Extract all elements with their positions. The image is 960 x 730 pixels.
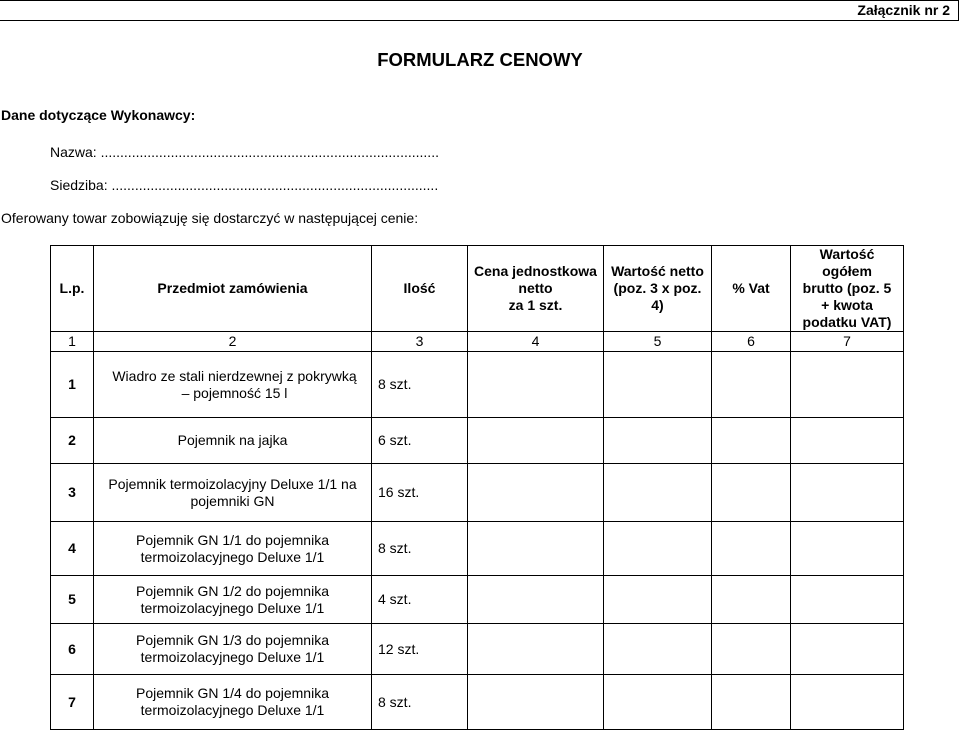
header-qty: Ilość [372,246,468,332]
net-value-cell[interactable] [604,418,712,464]
gross-value-cell[interactable] [791,352,904,418]
vat-cell[interactable] [712,464,791,522]
row-qty: 8 szt. [372,522,468,576]
vat-cell[interactable] [712,675,791,730]
unit-price-cell[interactable] [468,352,604,418]
header-gross-value [791,246,904,332]
table-row [51,352,904,418]
row-lp: 2 [51,418,94,464]
net-value-cell[interactable] [604,522,712,576]
header-subject: Przedmiot zamówienia [94,246,372,332]
row-lp: 6 [51,624,94,675]
vat-cell[interactable] [712,418,791,464]
unit-price-cell[interactable] [468,522,604,576]
table-row [51,624,904,675]
vat-cell[interactable] [712,352,791,418]
header-gross-value-line: brutto (poz. 5 [802,280,892,296]
gross-value-cell[interactable] [791,418,904,464]
header-net-value-line: (poz. 3 x poz. [613,280,702,296]
row-subject-line: termoizolacyjnego Deluxe 1/1 [140,649,325,665]
column-number-row [51,332,904,352]
row-subject [94,464,372,522]
net-value-cell[interactable] [604,576,712,624]
row-qty: 16 szt. [372,464,468,522]
row-lp: 7 [51,675,94,730]
row-lp: 3 [51,464,94,522]
row-subject [94,576,372,624]
column-number: 2 [94,332,372,352]
row-subject [94,624,372,675]
unit-price-cell[interactable] [468,464,604,522]
row-subject-line: Wiadro ze stali nierdzewnej z pokrywką [112,367,357,384]
table-row [51,675,904,730]
column-number: 5 [604,332,712,352]
row-subject-line: – pojemność 15 l [181,384,288,401]
header-row [51,246,904,332]
row-lp: 5 [51,576,94,624]
row-subject-line: termoizolacyjnego Deluxe 1/1 [140,548,325,565]
gross-value-cell[interactable] [791,576,904,624]
row-qty: 8 szt. [372,675,468,730]
net-value-cell[interactable] [604,675,712,730]
row-subject-line: Pojemnik GN 1/4 do pojemnika [136,685,329,701]
header-vat: % Vat [712,246,791,332]
row-qty: 12 szt. [372,624,468,675]
header-unit-price [468,246,604,332]
table-row [51,522,904,576]
contractor-name-line: Nazwa: ....................................................................................... [50,144,439,160]
header-net-value-line: Wartość netto [611,263,704,279]
header-unit-price-line: netto [518,280,553,296]
row-subject-line: Pojemnik GN 1/3 do pojemnika [136,632,329,648]
vat-cell[interactable] [712,522,791,576]
table-row [51,576,904,624]
unit-price-cell[interactable] [468,675,604,730]
header-gross-value-line: + kwota [821,297,873,313]
header-lp: L.p. [51,246,94,332]
row-subject [94,418,372,464]
gross-value-cell[interactable] [791,624,904,675]
price-table [50,245,904,730]
row-subject-line: Pojemnik GN 1/2 do pojemnika [136,582,329,599]
gross-value-cell[interactable] [791,675,904,730]
net-value-cell[interactable] [604,352,712,418]
unit-price-cell[interactable] [468,418,604,464]
attachment-label: Załącznik nr 2 [857,2,950,18]
unit-price-cell[interactable] [468,624,604,675]
header-gross-value-line: Wartość [819,246,875,262]
row-subject-line: termoizolacyjnego Deluxe 1/1 [140,599,325,616]
unit-price-cell[interactable] [468,576,604,624]
row-subject [94,352,372,418]
row-subject-line: termoizolacyjnego Deluxe 1/1 [140,702,325,718]
row-subject-line: Pojemnik na jajka [177,432,288,448]
vat-cell[interactable] [712,624,791,675]
column-number: 4 [468,332,604,352]
table-row [51,464,904,522]
net-value-cell[interactable] [604,464,712,522]
contractor-heading: Dane dotyczące Wykonawcy: [1,107,196,123]
header-unit-price-line: Cena jednostkowa [474,263,597,279]
contractor-seat-line: Siedziba: .................................................................................... [50,177,439,193]
row-subject-line: Pojemnik termoizolacyjny Deluxe 1/1 na [108,475,357,492]
vat-cell[interactable] [712,576,791,624]
table-row [51,418,904,464]
offer-text: Oferowany towar zobowiązuję się dostarczyć w następującej cenie: [1,210,419,226]
column-number: 1 [51,332,94,352]
row-lp: 1 [51,352,94,418]
row-subject-line: Pojemnik GN 1/1 do pojemnika [136,531,329,548]
row-qty: 6 szt. [372,418,468,464]
row-qty: 4 szt. [372,576,468,624]
header-gross-value-line: ogółem [822,263,872,279]
header-net-value-line: 4) [651,297,664,313]
header-unit-price-line: za 1 szt. [508,297,563,313]
net-value-cell[interactable] [604,624,712,675]
gross-value-cell[interactable] [791,522,904,576]
column-number: 6 [712,332,791,352]
row-subject [94,522,372,576]
column-number: 7 [791,332,904,352]
gross-value-cell[interactable] [791,464,904,522]
header-net-value [604,246,712,332]
column-number: 3 [372,332,468,352]
attachment-box [0,0,959,21]
row-qty: 8 szt. [372,352,468,418]
header-gross-value-line: podatku VAT) [802,314,892,330]
row-lp: 4 [51,522,94,576]
row-subject [94,675,372,730]
row-subject-line: pojemniki GN [190,492,275,509]
form-title: FORMULARZ CENOWY [377,49,583,70]
